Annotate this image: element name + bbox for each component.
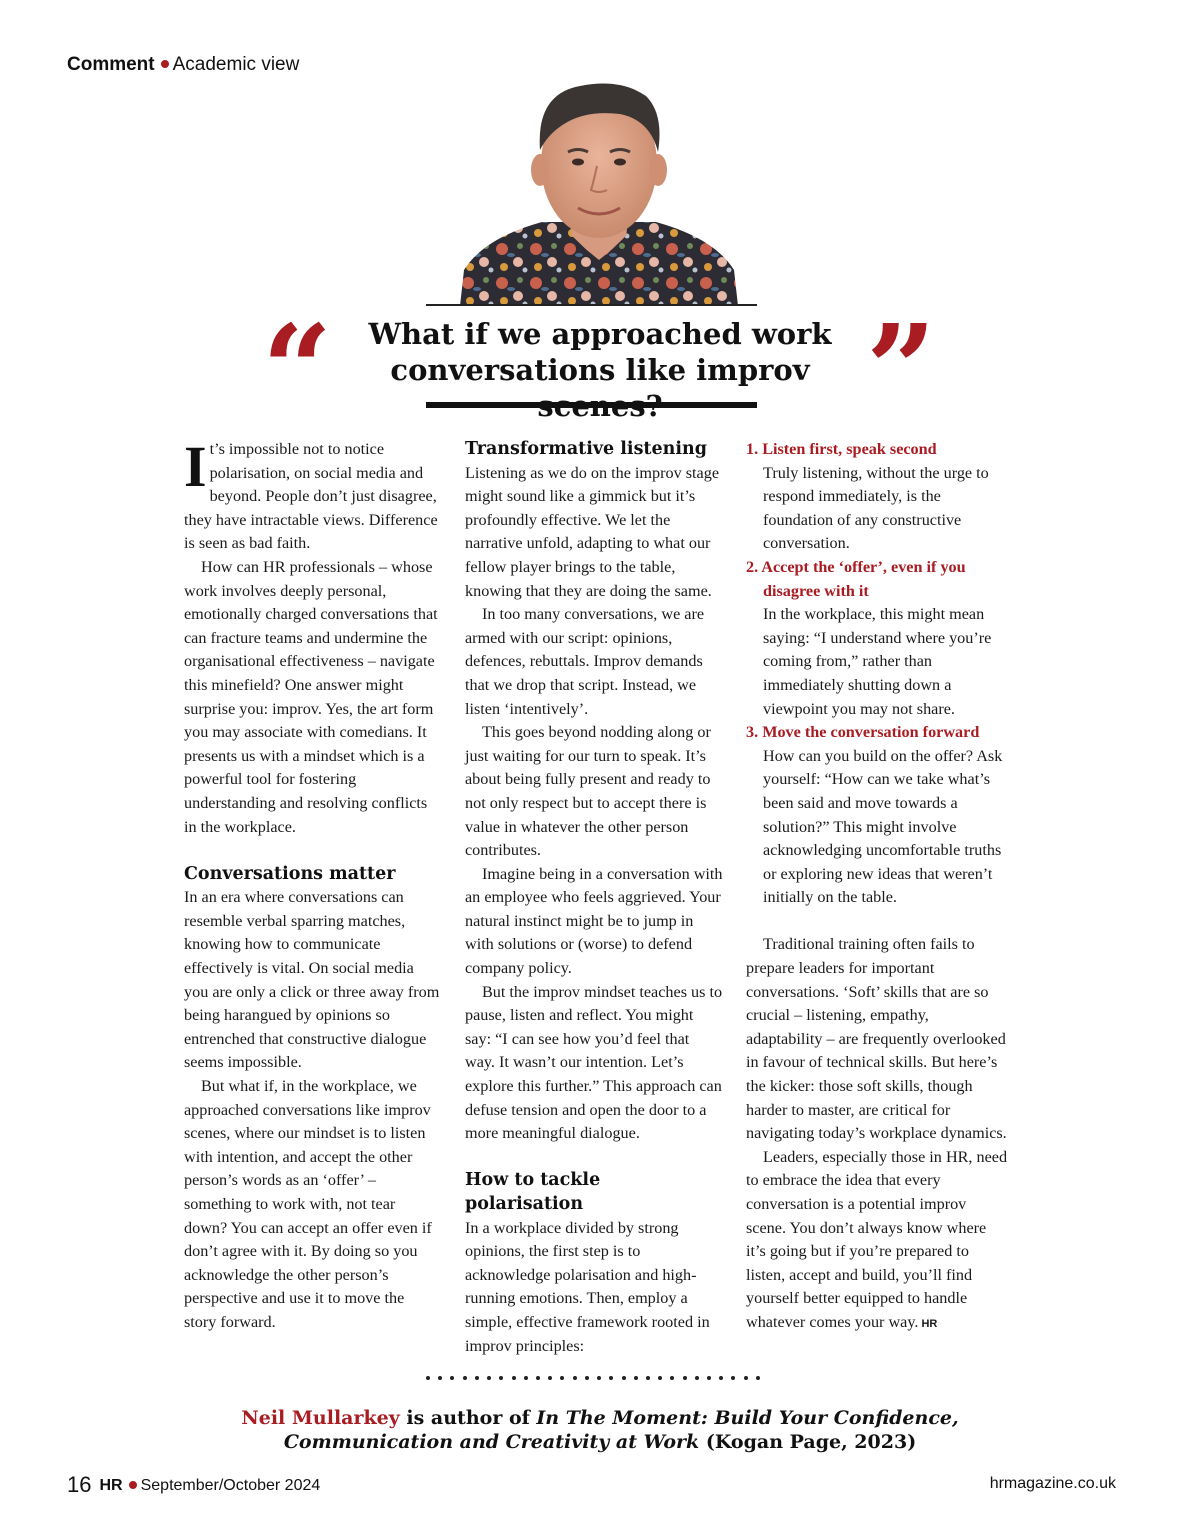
page-number: 16: [67, 1472, 92, 1497]
headline-rule-top: [426, 304, 757, 306]
close-quote-icon: ”: [866, 297, 937, 441]
column-1: [184, 434, 440, 1335]
paragraph: This goes beyond nodding along or just waiting for our turn to speak. It’s about being fully present and ready to not only respect but to accept there is value in whatever the other person contributes.: [465, 723, 711, 860]
section-tag: [67, 54, 299, 76]
paragraph: Traditional training often fails to prepare leaders for important conversations. ‘Soft’ skills that are so crucial – listening, empathy, adaptability – are frequently overlooked in favour of technical skills. But here’s the kicker: those soft skills, though harder to master, are critical for navigating today’s workplace dynamics.: [746, 935, 1007, 1143]
list-item-title: 3. Move the conversation forward: [746, 723, 980, 742]
subheading-transformative-listening: Transformative listening: [465, 439, 707, 459]
drop-cap: I: [184, 434, 207, 499]
issue-date: September/October 2024: [140, 1477, 321, 1494]
paragraph: [746, 1146, 1008, 1337]
open-quote-icon: “: [262, 297, 333, 441]
intro-text: t’s impossible not to notice polarisation, on social media and beyond. People don’t just disagree, they have intractable views. Difference is seen as bad faith.: [184, 440, 438, 553]
website-url: hrmagazine.co.uk: [989, 1475, 1116, 1492]
closing-text: Leaders, especially those in HR, need to embrace the idea that every conversation is a potential improv scene. You don’t always know where it’s going but if you’re prepared to listen, accept and build, you’ll find yourself better equipped to handle whatever comes your way.: [746, 1147, 1008, 1331]
paragraph: How can HR professionals – whose work involves deeply personal, emotionally charged conversations that can fracture teams and undermine the organisational effectiveness – navigate this minefield? One answer might surprise you: improv. Yes, the art form you may associate with comedians. It presents us with a mindset which is a powerful tool for fostering understanding and resolving conflicts in the workplace.: [184, 557, 438, 836]
paragraph: But the improv mindset teaches us to pause, listen and reflect. You might say: “I can see how you’d feel that way. It wasn’t our intention. Let’s explore this further.” This approach can defuse tension and open the door to a more meaningful dialogue.: [465, 982, 723, 1143]
intro-paragraph: [184, 434, 440, 556]
column-3: [746, 438, 1008, 1337]
list-item-title: 1. Listen first, speak second: [746, 440, 937, 458]
publisher-text: (Kogan Page, 2023): [699, 1431, 917, 1453]
subheading-conversations-matter: Conversations matter: [184, 863, 396, 884]
list-item-body: In the workplace, this might mean saying: “I understand where you’re coming from,” rather than immediately shutting down a viewpoint you may not share.: [763, 605, 992, 718]
column-2: [465, 438, 723, 1358]
bio-text: is author of: [399, 1407, 537, 1429]
headline: What if we approached work conversations like improv: [368, 317, 832, 387]
author-portrait: [460, 70, 738, 306]
author-name: Neil Mullarkey: [241, 1407, 400, 1429]
list-item-title: 2. Accept the ‘offer’, even if you disagree with it: [746, 557, 966, 600]
paragraph: In an era where conversations can resemble verbal sparring matches, knowing how to communicate effectively is vital. On social media you are only a click or three away from being harangued by opinions so entrenched that constructive dialogue seems impossible.: [184, 888, 440, 1072]
headline-rule-bottom: [426, 402, 757, 408]
footer-folio: [67, 1472, 320, 1498]
magazine-name: HR: [99, 1477, 123, 1494]
dotted-divider: [426, 1372, 760, 1384]
subheading-tackle-polarisation: How to tackle polarisation: [465, 1170, 601, 1214]
list-item-body: Truly listening, without the urge to respond immediately, is the foundation of any constructive conversation.: [763, 463, 989, 553]
end-mark: HR: [921, 1317, 938, 1330]
paragraph: In a workplace divided by strong opinions, the first step is to acknowledge polarisation and high-running emotions. Then, employ a simple, effective framework rooted in improv principles:: [465, 1218, 710, 1355]
paragraph: In too many conversations, we are armed with our script: opinions, defences, rebuttals. Improv demands that we drop that script. Instead, we listen ‘intentively’.: [465, 605, 705, 718]
author-bio: [200, 1406, 1000, 1454]
paragraph: But what if, in the workplace, we approached conversations like improv scenes, where our mindset is to listen with intention, and accept the other person’s words as an ‘offer’ – something to work with, not tear down? You can accept an offer even if don’t agree with it. By doing so you acknowledge the other person’s perspective and use it to move the story forward.: [184, 1077, 432, 1331]
section-name: Comment: [67, 54, 155, 75]
book-title: In The Moment: Build Your Confidence, Communication and Creativity at Work: [283, 1407, 959, 1453]
subsection-name: Academic view: [172, 54, 300, 75]
list-item-body: How can you build on the offer? Ask yourself: “How can we take what’s been said and move towards a solution?” This might involve acknowledging uncomfortable truths or exploring new ideas that weren’t initially on the table.: [763, 746, 1003, 907]
paragraph: Imagine being in a conversation with an employee who feels aggrieved. Your natural instinct might be to jump in with solutions or (worse) to defend company policy.: [465, 864, 723, 978]
paragraph: Listening as we do on the improv stage might sound like a gimmick but it’s profoundly effective. We let the narrative unfold, adapting to what our fellow player brings to the table, knowing that they are doing the same.: [465, 463, 720, 600]
separator-dot: [129, 1481, 137, 1489]
separator-dot: [161, 60, 169, 68]
